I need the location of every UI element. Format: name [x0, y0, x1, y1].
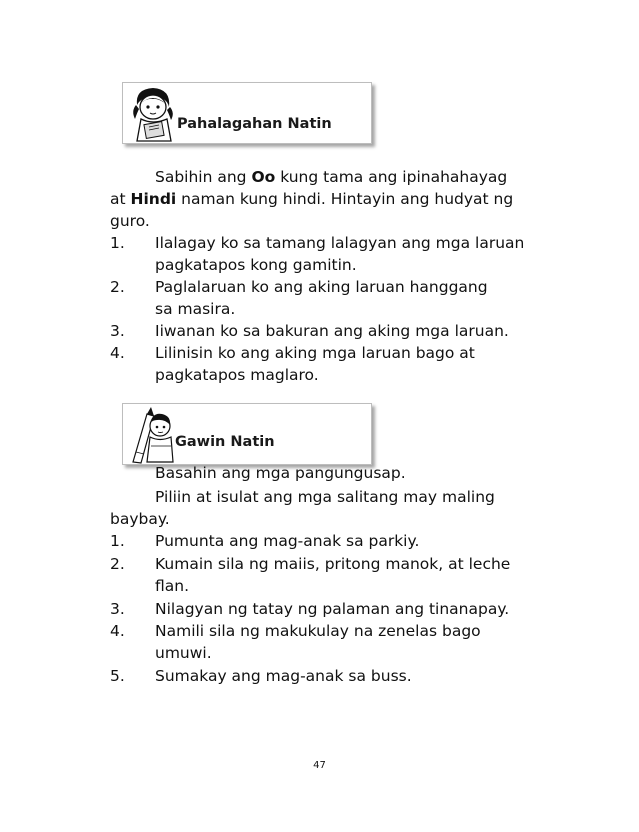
girl-reading-illustration	[127, 85, 179, 143]
item-number: 4.	[110, 622, 125, 640]
item-number: 1.	[110, 532, 125, 550]
item-number: 1.	[110, 234, 125, 252]
item-text: pagkatapos maglaro.	[155, 366, 319, 384]
item-text: Lilinisin ko ang aking mga laruan bago at	[155, 344, 475, 362]
item-text: Nilagyan ng tatay ng palaman ang tinanapay.	[155, 600, 510, 618]
banner-title: Pahalagahan Natin	[177, 116, 332, 132]
section-banner-pahalagahan	[122, 82, 372, 144]
instruction-line	[155, 166, 507, 188]
instruction-line: Piliin at isulat ang mga salitang may maling	[155, 488, 495, 506]
item-number: 3.	[110, 600, 125, 618]
item-text: Namili sila ng makukulay na zenelas bago	[155, 622, 481, 640]
item-number: 5.	[110, 667, 125, 685]
item-text: Kumain sila ng maiis, pritong manok, at leche	[155, 555, 511, 573]
keyword-oo: Oo	[251, 168, 276, 186]
item-text: flan.	[155, 577, 190, 595]
item-text: Ilalagay ko sa tamang lalagyan ang mga laruan	[155, 234, 525, 252]
instruction-text: naman kung hindi. Hintayin ang hudyat ng	[176, 190, 514, 208]
instruction-line: baybay.	[110, 510, 170, 528]
banner-title: Gawin Natin	[175, 434, 275, 450]
instruction-line	[110, 188, 513, 210]
item-text: Iiwanan ko sa bakuran ang aking mga laruan.	[155, 322, 509, 340]
item-text: sa masira.	[155, 300, 236, 318]
keyword-hindi: Hindi	[130, 190, 177, 208]
item-number: 3.	[110, 322, 125, 340]
page-number: 47	[313, 760, 326, 771]
section-banner-gawin	[122, 403, 372, 465]
item-text: pagkatapos kong gamitin.	[155, 256, 357, 274]
item-text: Paglalaruan ko ang aking laruan hanggang	[155, 278, 488, 296]
instruction-line: Basahin ang mga pangungusap.	[155, 464, 406, 482]
item-text: Sumakay ang mag-anak sa buss.	[155, 667, 412, 685]
item-text: Pumunta ang mag-anak sa parkiy.	[155, 532, 420, 550]
instruction-line: guro.	[110, 212, 150, 230]
item-text: umuwi.	[155, 644, 212, 662]
item-number: 2.	[110, 555, 125, 573]
instruction-text: at	[110, 190, 131, 208]
instruction-text: kung tama ang ipinahahayag	[275, 168, 508, 186]
item-number: 2.	[110, 278, 125, 296]
item-number: 4.	[110, 344, 125, 362]
instruction-text: Sabihin ang	[155, 168, 252, 186]
boy-with-pencil-illustration	[127, 406, 175, 464]
